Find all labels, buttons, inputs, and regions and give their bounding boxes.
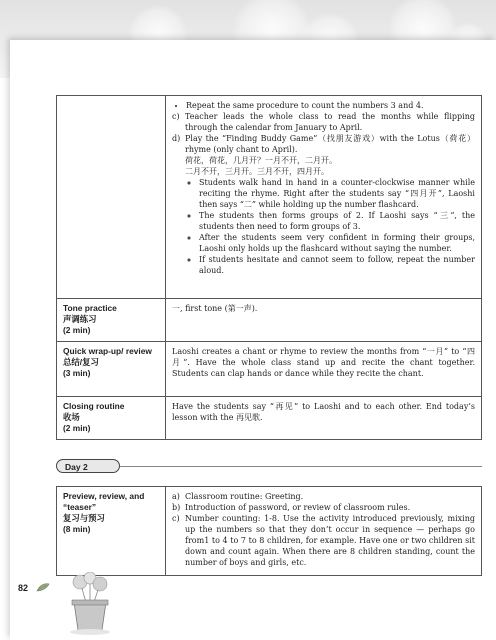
lesson-table-day1 xyxy=(56,95,482,440)
divider xyxy=(120,466,482,467)
lettered-list xyxy=(172,491,475,568)
list-item: ◦ After the students seem very confident in forming their groups, Laoshi only holds up the flashcard without saying the number. xyxy=(199,232,475,254)
table-row xyxy=(57,299,482,342)
list-item: c) Teacher leads the whole class to read the months while flipping through the calendar from January to April. xyxy=(172,112,475,132)
label-cell: Closing routine 收场 (2 min) xyxy=(57,397,166,440)
list-item: ◦ Students walk hand in hand in a counter-clockwise manner while reciting the rhyme. Right after the students say “四月开”, Laoshi then says “二” while holding up the number flashcard. xyxy=(199,177,475,210)
bullet-list xyxy=(172,100,475,111)
list-item: ◦ The students then forms groups of 2. If Laoshi says “三”, the students then need to form groups of 3. xyxy=(199,210,475,232)
leaf-icon xyxy=(36,583,50,592)
label-cell: Preview, review, and “teaser” 复习与预习 (8 min) xyxy=(57,487,166,576)
label-cell-empty xyxy=(57,96,166,299)
label-cell: Tone practice 声调练习 (2 min) xyxy=(57,299,166,342)
table-row xyxy=(57,397,482,440)
list-item: ◦ If students hesitate and cannot seem to follow, repeat the number aloud. xyxy=(199,254,475,276)
lettered-list xyxy=(172,111,475,276)
page-number: 82 xyxy=(18,583,29,593)
sub-bullet-list xyxy=(185,177,475,276)
rhyme-line: 荷花，荷花，几月开？一月不开，二月开。 xyxy=(185,156,337,165)
label-cell: Quick wrap-up/ review 总结/复习 (3 min) xyxy=(57,342,166,397)
list-item: a) Classroom routine: Greeting. xyxy=(172,492,304,501)
activity-cell: Have the students say “再见” to Laoshi and to each other. End today’s lesson with the 再见歌. xyxy=(166,397,482,440)
day-label: Day 2 xyxy=(56,459,120,473)
activity-cell xyxy=(166,96,482,299)
activity-cell: Laoshi creates a chant or rhyme to review the months from “一月” to “四月”. Have the whole class stand up and recite the chant together. Students can clap hands or dance while they recite the chant. xyxy=(166,342,482,397)
lesson-table-day2 xyxy=(56,486,482,576)
table-row xyxy=(57,487,482,576)
activity-cell xyxy=(166,487,482,576)
rhyme-line: 二月不开，三月开。三月不开，四月开。 xyxy=(185,167,329,176)
table-row xyxy=(57,342,482,397)
list-item: b) Introduction of password, or review of classroom rules. xyxy=(172,503,411,512)
flower-pot-illustration xyxy=(56,572,128,640)
list-item: • Repeat the same procedure to count the numbers 3 and 4. xyxy=(186,100,475,111)
list-item: c) Number counting: 1-8. Use the activity introduced previously, mixing up the numbers so that they don’t occur in sequence — perhaps go from1 to 4 to 7 to 8 children, for example. Have one or two children sit down and count again. When there are 8 children standing, count the number of boys and girls, etc. xyxy=(172,514,475,567)
table-row xyxy=(57,96,482,299)
list-item: d) Play the “Finding Buddy Game”（找朋友游戏）with the Lotus（荷花）rhyme (only chant to April). 荷花，荷花，几月开？一月不开，二月开。 二月不开，三月开。三月不开，四月开。 ◦ Students walk hand in hand in a counter-clockwise manner while reciting the rhyme. Right after the students say “四月开”, Laoshi then says “二” while holding up the number flashcard. ◦ The students then forms groups of 2. If Laoshi says “三”, the students then need to form groups of 3. ◦ After the students seem very confident in forming their groups, Laoshi only holds up the flashcard without saying the number. ◦ If students hesitate and cannot seem to follow, repeat the number aloud. xyxy=(185,133,475,276)
activity-cell: 一, first tone (第一声). xyxy=(166,299,482,342)
